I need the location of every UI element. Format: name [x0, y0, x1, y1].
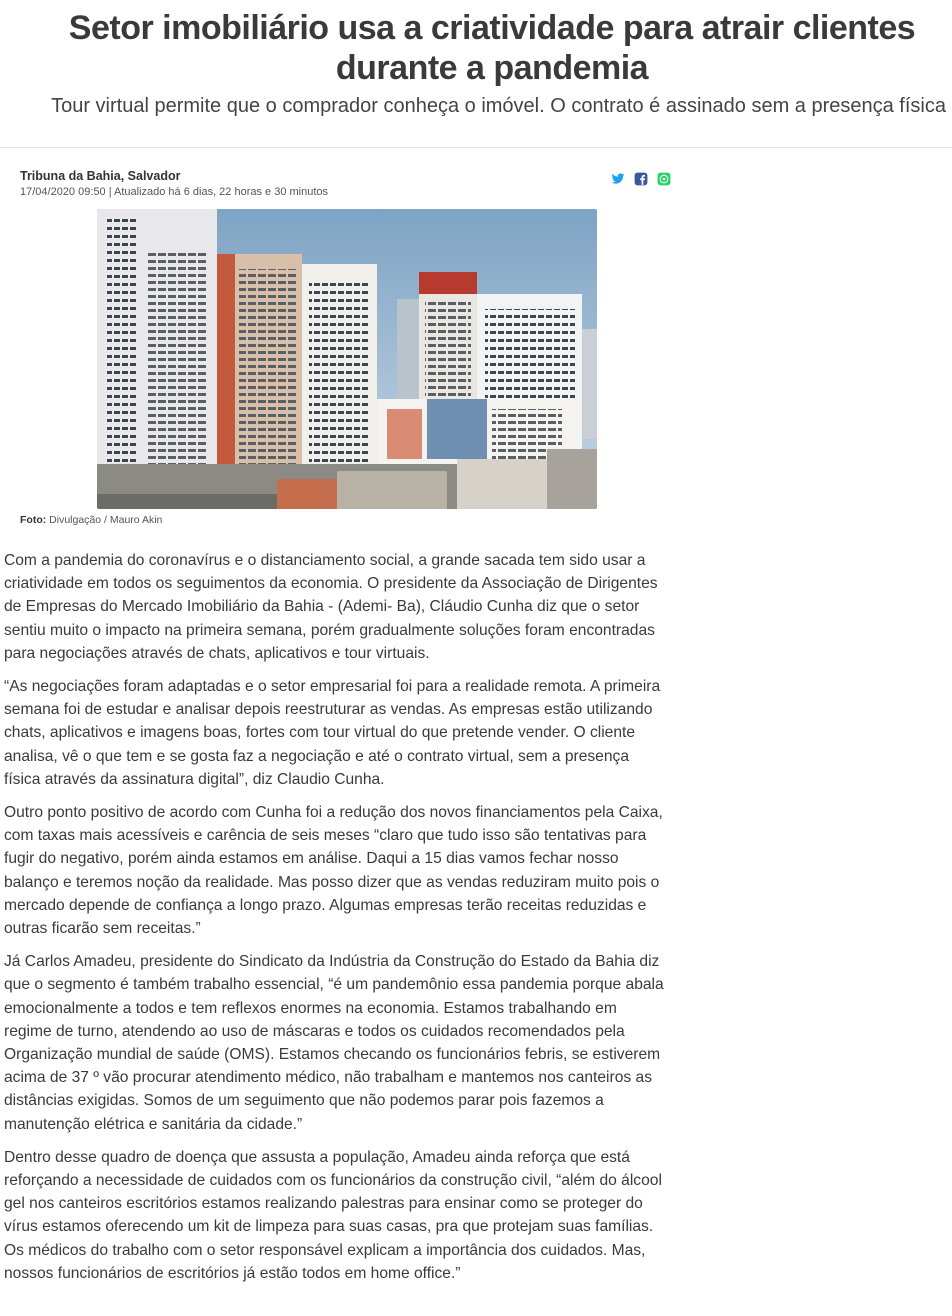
article-dateline: 17/04/2020 09:50 | Atualizado há 6 dias, 22 horas e 30 minutos	[20, 186, 329, 198]
article-paragraph: Com a pandemia do coronavírus e o distanciamento social, a grande sacada tem sido usar a criatividade em todos os seguimentos da economia. O presidente da Associação de Dirigentes de Empresas do Mercado Imobiliário da Bahia - (Ademi- Ba), Cláudio Cunha diz que o setor sentiu muito o impacto na primeira semana, porém gradualmente soluções foram encontradas para negociações através de chats, aplicativos e tour virtuais.	[4, 552, 658, 662]
article-paragraph: Outro ponto positivo de acordo com Cunha foi a redução dos novos financiamentos pela Caixa, com taxas mais acessíveis e carência de seis meses “claro que tudo isso são tentativas para fugir do negativo, porém ainda estamos em análise. Daqui a 15 dias vamos fechar nosso balanço e teremos noção da realidade. Mas posso dizer que as vendas reduziram muito pois o mercado depende de confiança a longo prazo. Algumas empresas terão receitas reduzidas e outras ficarão sem receitas.”	[4, 804, 663, 938]
photo-caption-text: Divulgação / Mauro Akin	[46, 514, 163, 526]
article-source: Tribuna da Bahia, Salvador	[20, 169, 181, 183]
byline	[20, 168, 328, 199]
article-subtitle: Tour virtual permite que o comprador conheça o imóvel. O contrato é assinado sem a presença física	[51, 95, 946, 117]
header-divider	[0, 147, 952, 148]
twitter-icon[interactable]	[611, 172, 625, 186]
article-paragraph: “As negociações foram adaptadas e o setor empresarial foi para a realidade remota. A primeira semana foi de estudar e analisar depois reestruturar as vendas. As empresas estão utilizando chats, aplicativos e imagens boas, fortes com tour virtual do que pretende vender. O cliente analisa, vê o que tem e se gosta faz a negociação e até o contrato virtual, sem a presença física através da assinatura digital”, diz Claudio Cunha.	[4, 678, 661, 788]
facebook-icon[interactable]	[634, 172, 648, 186]
article-paragraph: Já Carlos Amadeu, presidente do Sindicato da Indústria da Construção do Estado da Bahia diz que o segmento é também trabalho essencial, “é um pandemônio essa pandemia porque abala emocionalmente a todos e tem reflexos enormes na economia. Estamos trabalhando em regime de turno, atendendo ao uso de máscaras e todos os cuidados recomendados pela Organização mundial de saúde (OMS). Estamos checando os funcionários febris, se estiverem acima de 37 º vão procurar atendimento médico, não trabalham e mantemos nos canteiros as distâncias exigidas. Somos de um seguimento que não podemos parar pois fazemos a manutenção elétrica e sanitária da cidade.”	[4, 953, 664, 1133]
photo-caption	[20, 513, 162, 527]
article-photo	[97, 209, 597, 509]
share-bar	[611, 172, 671, 186]
article-body	[4, 549, 664, 1295]
whatsapp-icon[interactable]	[657, 172, 671, 186]
article-paragraph: Dentro desse quadro de doença que assusta a população, Amadeu ainda reforça que está reforçando a necessidade de cuidados com os funcionários da construção civil, “além do álcool gel nos canteiros escritórios estamos realizando palestras para ensinar como se proteger do vírus estamos oferecendo um kit de limpeza para suas casas, pra que protejam suas famílias. Os médicos do trabalho com o setor responsável explicam a importância dos cuidados. Mas, nossos funcionários de escritórios já estão todos em home office.”	[4, 1148, 662, 1282]
photo-caption-label: Foto:	[20, 514, 47, 526]
article-headline: Setor imobiliário usa a criatividade para atrair clientes durante a pandemia	[68, 9, 916, 87]
